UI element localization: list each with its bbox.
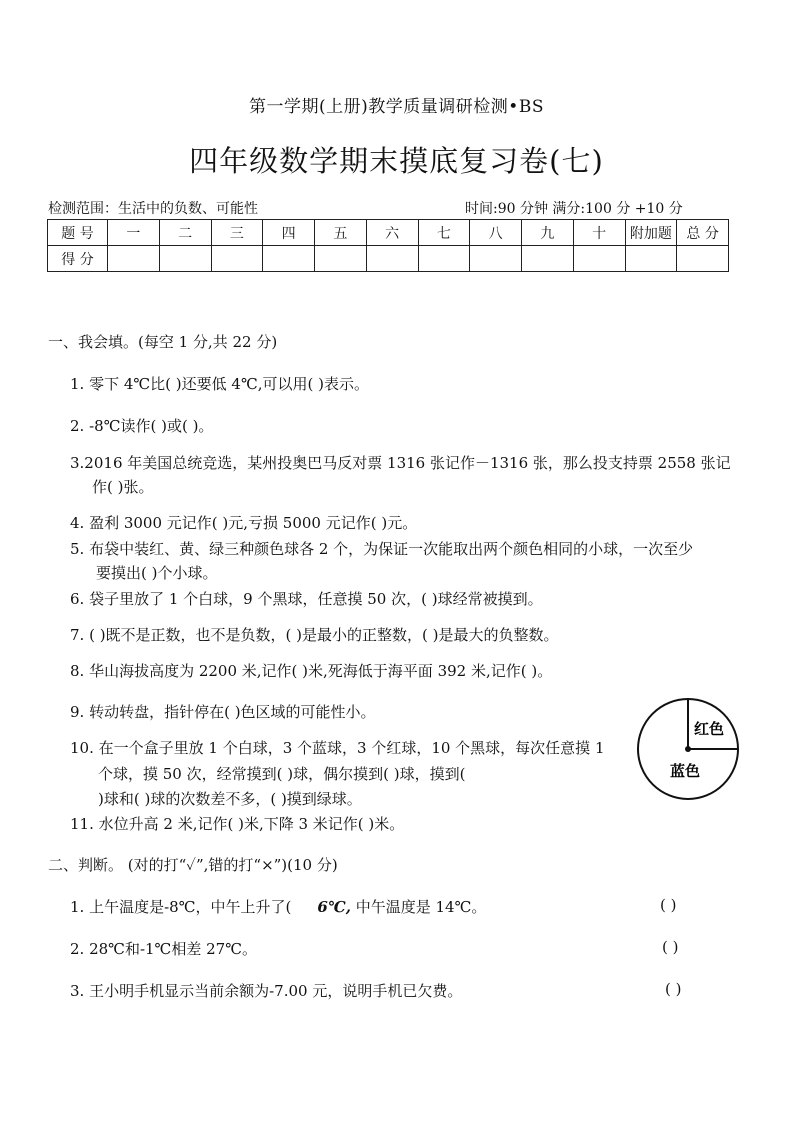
- score-table-cell: 八: [470, 220, 522, 246]
- question-4: 4. 盈利 3000 元记作( )元,亏损 5000 元记作( )元。: [70, 514, 418, 532]
- judge-question-1-part-a: 1. 上午温度是-8℃，中午上升了(: [70, 898, 292, 916]
- question-8: 8. 华山海拔高度为 2200 米,记作( )米,死海低于海平面 392 米,记作( )。: [70, 662, 553, 680]
- score-table: [47, 219, 729, 272]
- judge-answer-3[interactable]: ( ): [665, 980, 682, 998]
- score-table-cell: 得 分: [48, 246, 108, 272]
- score-input-cell[interactable]: [573, 246, 625, 272]
- question-10-line-2: 个球，摸 50 次，经常摸到( )球，偶尔摸到( )球，摸到(: [98, 765, 466, 783]
- question-5-line-1: 5. 布袋中装红、黄、绿三种颜色球各 2 个，为保证一次能取出两个颜色相同的小球，一次至少: [70, 540, 694, 558]
- question-9: 9. 转动转盘，指针停在( )色区域的可能性小。: [70, 703, 376, 721]
- score-table-cell: 一: [108, 220, 160, 246]
- question-6: 6. 袋子里放了 1 个白球，9 个黑球，任意摸 50 次，( )球经常被摸到。: [70, 590, 543, 608]
- spinner-red-label: 红色: [694, 720, 725, 738]
- section-2-heading: 二、判断。 (对的打“✓”,错的打“×”)(10 分): [48, 856, 338, 874]
- score-table-header-row: [48, 220, 729, 246]
- exam-time-info: 时间:90 分钟 满分:100 分 +10 分: [465, 201, 683, 217]
- score-table-score-row: [48, 246, 729, 272]
- score-table-cell: 附加题: [625, 220, 677, 246]
- spinner-pointer-dot: [685, 746, 691, 752]
- score-table-cell: 九: [522, 220, 574, 246]
- question-2: 2. -8℃读作( )或( )。: [70, 417, 214, 435]
- score-input-cell[interactable]: [677, 246, 729, 272]
- score-table-cell: 十: [573, 220, 625, 246]
- question-10-line-3: )球和( )球的次数差不多，( )摸到绿球。: [98, 790, 362, 808]
- judge-answer-1[interactable]: ( ): [660, 896, 677, 914]
- score-table-cell: 二: [159, 220, 211, 246]
- judge-question-1-part-c: 中午温度是 14℃。: [350, 898, 487, 916]
- score-table-cell: 三: [211, 220, 263, 246]
- judge-answer-2[interactable]: ( ): [662, 938, 679, 956]
- question-3-line-1: 3.2016 年美国总统竞选，某州投奥巴马反对票 1316 张记作－1316 张，那么投支持票 2558 张记: [70, 454, 731, 472]
- question-3-line-2: 作( )张。: [92, 478, 154, 496]
- score-input-cell[interactable]: [625, 246, 677, 272]
- score-table-cell: 四: [263, 220, 315, 246]
- score-table-cell: 六: [366, 220, 418, 246]
- question-1: 1. 零下 4℃比( )还要低 4℃,可以用( )表示。: [70, 375, 369, 393]
- score-input-cell[interactable]: [108, 246, 160, 272]
- score-input-cell[interactable]: [470, 246, 522, 272]
- spinner-blue-label: 蓝色: [670, 762, 701, 780]
- judge-question-2: 2. 28℃和-1℃相差 27℃。: [70, 940, 257, 958]
- score-input-cell[interactable]: [522, 246, 574, 272]
- question-11: 11. 水位升高 2 米,记作( )米,下降 3 米记作( )米。: [70, 815, 405, 833]
- question-10-line-1: 10. 在一个盒子里放 1 个白球，3 个蓝球，3 个红球，10 个黑球，每次任意摸 1: [70, 739, 605, 757]
- score-table-cell: 五: [315, 220, 367, 246]
- spinner-figure: [636, 697, 740, 801]
- score-table-cell: 题 号: [48, 220, 108, 246]
- question-7: 7. ( )既不是正数，也不是负数，( )是最小的正整数，( )是最大的负整数。: [70, 626, 559, 644]
- score-input-cell[interactable]: [211, 246, 263, 272]
- section-1-heading: 一、我会填。(每空 1 分,共 22 分): [48, 333, 278, 351]
- exam-title: 四年级数学期末摸底复习卷(七): [189, 144, 604, 178]
- score-input-cell[interactable]: [315, 246, 367, 272]
- score-input-cell[interactable]: [263, 246, 315, 272]
- judge-question-1-part-b: 6℃,: [317, 898, 351, 916]
- question-5-line-2: 要摸出( )个小球。: [96, 564, 218, 582]
- score-input-cell[interactable]: [418, 246, 470, 272]
- score-input-cell[interactable]: [159, 246, 211, 272]
- exam-subtitle: 第一学期(上册)教学质量调研检测•BS: [249, 97, 544, 117]
- score-table-cell: 七: [418, 220, 470, 246]
- judge-question-1: [70, 896, 486, 917]
- score-table-cell: 总 分: [677, 220, 729, 246]
- exam-scope: 检测范围：生活中的负数、可能性: [48, 201, 258, 217]
- score-input-cell[interactable]: [366, 246, 418, 272]
- judge-question-3: 3. 王小明手机显示当前余额为-7.00 元，说明手机已欠费。: [70, 982, 463, 1000]
